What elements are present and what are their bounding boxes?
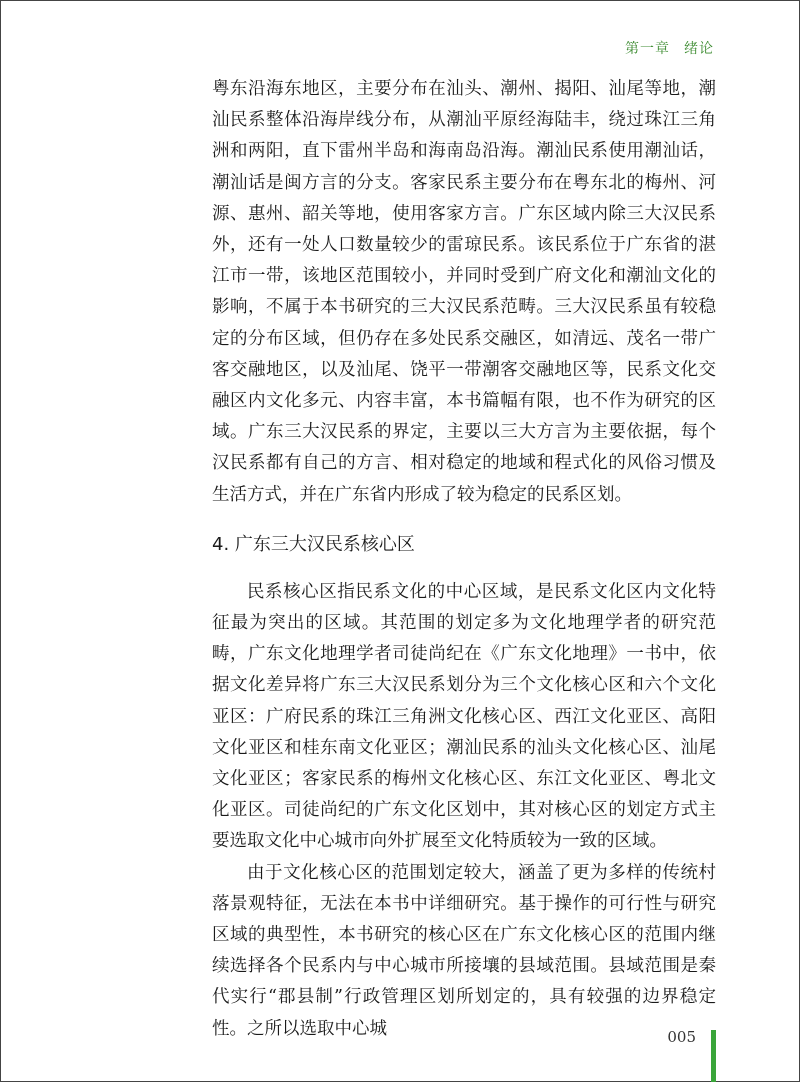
- page-number: 005: [667, 1028, 696, 1046]
- chapter-label: 第一章: [625, 41, 670, 57]
- body-paragraph: 粤东沿海东地区，主要分布在汕头、潮州、揭阳、汕尾等地，潮汕民系整体沿海岸线分布，从潮汕平原经海陆丰，绕过珠江三角洲和两阳，直下雷州半岛和海南岛沿海。潮汕民系使用潮汕话，潮汕话是闽方言的分支。客家民系主要分布在粤东北的梅州、河源、惠州、韶关等地，使用客家方言。广东区域内除三大汉民系外，还有一处人口数量较少的雷琼民系。该民系位于广东省的湛江市一带，该地区范围较小，并同时受到广府文化和潮汕文化的影响，不属于本书研究的三大汉民系范畴。三大汉民系虽有较稳定的分布区域，但仍存在多处民系交融区，如清远、茂名一带广客交融地区，以及汕尾、饶平一带潮客交融地区等，民系文化交融区内文化多元、内容丰富，本书篇幅有限，也不作为研究的区域。广东三大汉民系的界定，主要以三大方言为主要依据，每个汉民系都有自己的方言、相对稳定的地域和程式化的风俗习惯及生活方式，并在广东省内形成了较为稳定的民系区划。: [212, 79, 716, 505]
- body-paragraph: 由于文化核心区的范围划定较大，涵盖了更为多样的传统村落景观特征，无法在本书中详细研究。基于操作的可行性与研究区域的典型性，本书研究的核心区在广东文化核心区的范围内继续选择各个民系内与中心城市所接壤的县域范围。县域范围是秦代实行“郡县制”行政管理区划所划定的，具有较强的边界稳定性。之所以选取中心城: [212, 862, 716, 1039]
- running-header: [625, 38, 714, 58]
- page-edge-accent-bar: [711, 1030, 716, 1082]
- body-paragraph: 民系核心区指民系文化的中心区域，是民系文化区内文化特征最为突出的区域。其范围的划定多为文化地理学者的研究范畴，广东文化地理学者司徒尚纪在《广东文化地理》一书中，依据文化差异将广东三大汉民系划分为三个文化核心区和六个文化亚区：广府民系的珠江三角洲文化核心区、西江文化亚区、高阳文化亚区和桂东南文化亚区；潮汕民系的汕头文化核心区、汕尾文化亚区；客家民系的梅州文化核心区、东江文化亚区、粤北文化亚区。司徒尚纪的广东文化区划中，其对核心区的划定方式主要选取文化中心城市向外扩展至文化特质较为一致的区域。: [212, 581, 716, 852]
- chapter-title: 绪论: [684, 41, 714, 57]
- page-body: [212, 74, 716, 1045]
- section-heading: 4. 广东三大汉民系核心区: [212, 533, 415, 555]
